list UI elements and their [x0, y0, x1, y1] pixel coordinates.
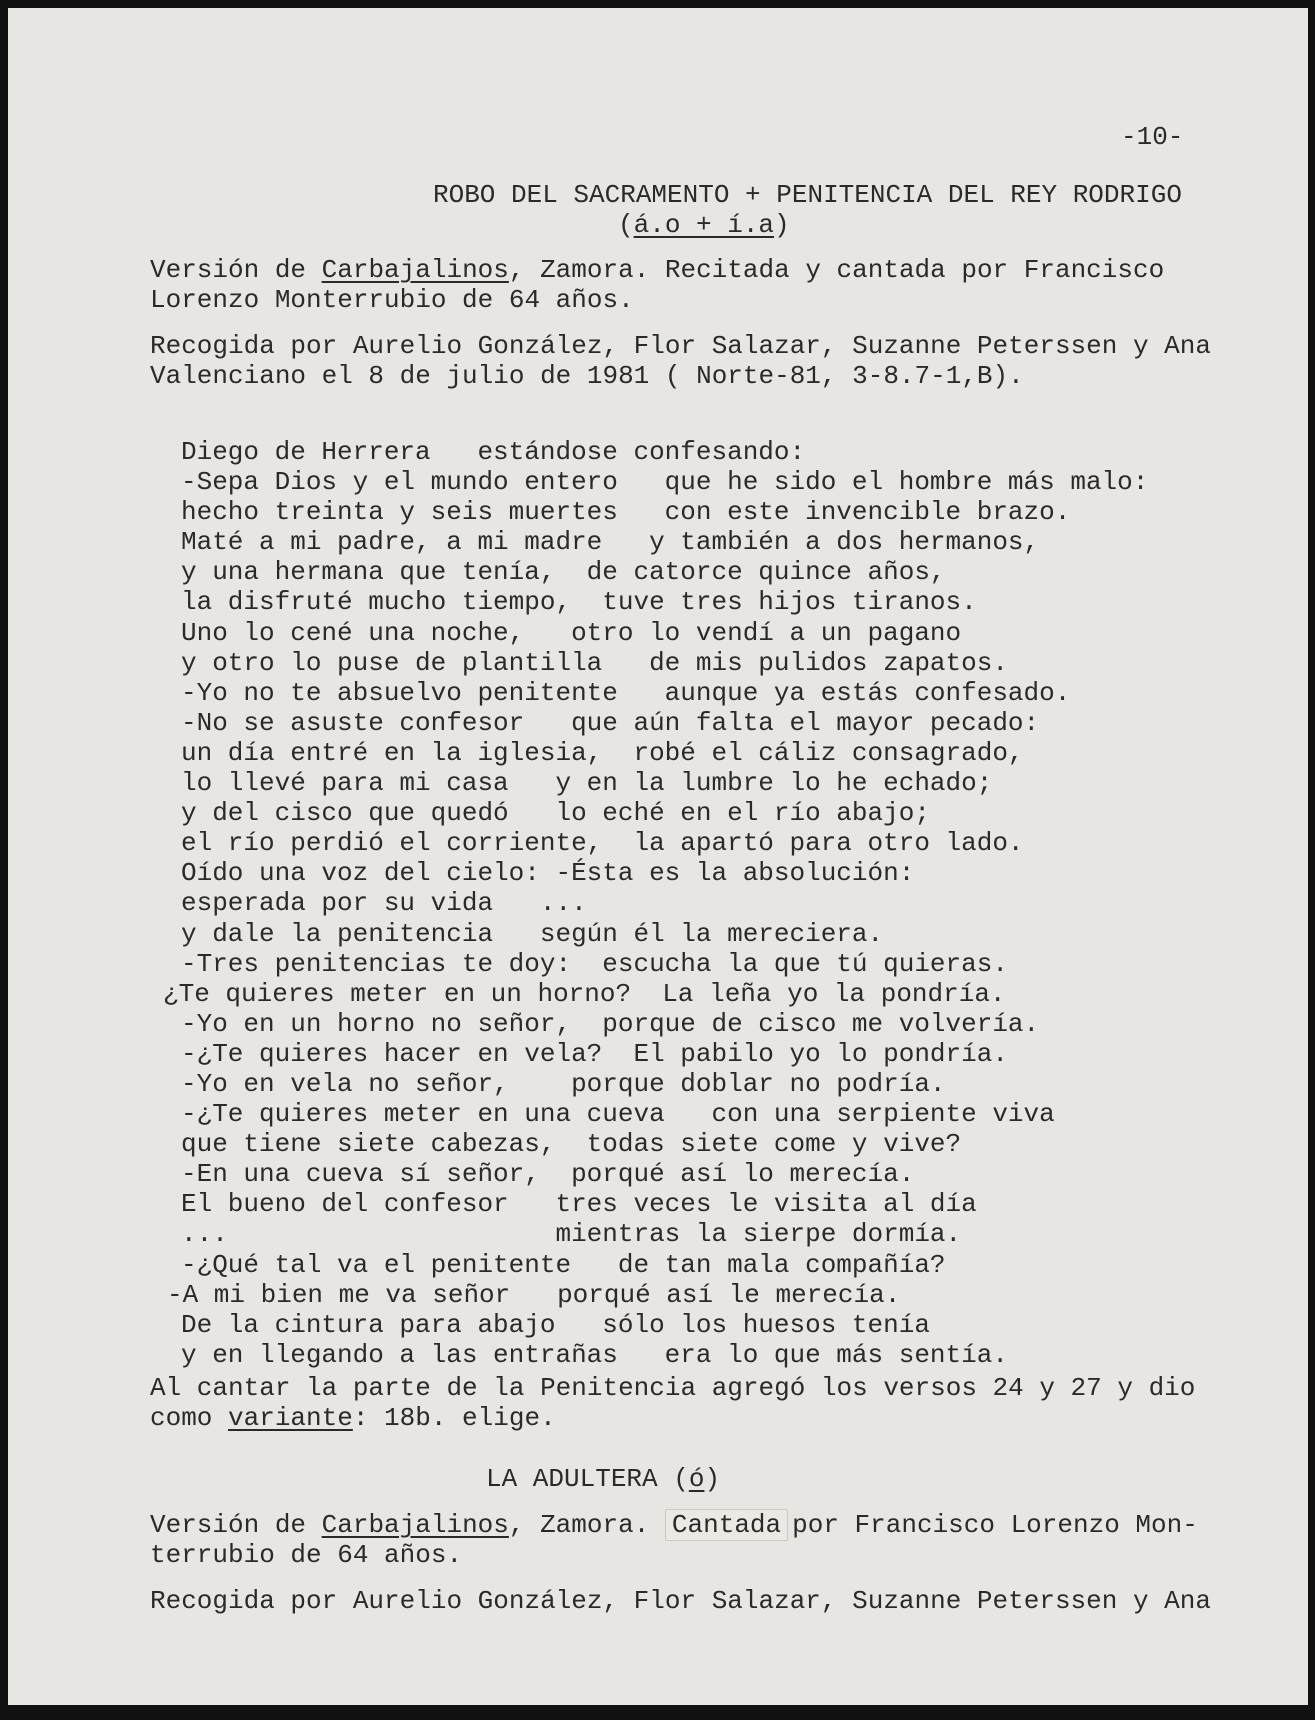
verse-line: -Yo no te absuelvo penitente aunque ya estás confesado.	[181, 677, 1071, 708]
version-suffix: por Francisco Lorenzo Mon-	[792, 1510, 1198, 1540]
verse-line: hecho treinta y seis muertes con este invencible brazo.	[181, 497, 1071, 528]
verse-line: -En una cueva sí señor, porqué así lo merecía.	[181, 1159, 915, 1190]
verse-line: -No se asuste confesor que aún falta el mayor pecado:	[181, 707, 1040, 738]
note-variant: variante	[228, 1403, 353, 1433]
section2-collected-line-1: Recogida por Aurelio González, Flor Salazar, Suzanne Peterssen y Ana	[150, 1586, 1211, 1616]
verse-line: -¿Qué tal va el penitente de tan mala compañía?	[181, 1249, 946, 1280]
verse-line: -Yo en un horno no señor, porque de cisco me volvería.	[181, 1008, 1040, 1039]
assonance-label	[618, 210, 790, 240]
note-suffix: : 18b. elige.	[352, 1403, 556, 1433]
version-line-1	[150, 255, 1164, 285]
section2-title	[486, 1464, 720, 1494]
section2-title-close: )	[704, 1464, 721, 1494]
note-prefix: como	[150, 1403, 229, 1433]
verse-line: esperada por su vida ...	[181, 888, 587, 919]
assonance: á.o + í.a	[633, 210, 775, 240]
collected-line-2: Valenciano el 8 de julio de 1981 ( Norte-81, 3-8.7-1,B).	[150, 361, 1024, 391]
verse-block	[163, 437, 1149, 1370]
verse-line: y del cisco que quedó lo eché en el río abajo;	[181, 798, 930, 829]
verse-line: la disfruté mucho tiempo, tuve tres hijos tiranos.	[181, 587, 977, 618]
verse-line: -¿Te quieres hacer en vela? El pabilo yo lo pondría.	[181, 1038, 1008, 1069]
verse-line: que tiene siete cabezas, todas siete come y vive?	[181, 1129, 962, 1160]
verse-line: ¿Te quieres meter en un horno? La leña yo la pondría.	[163, 978, 1006, 1009]
collected-line-1: Recogida por Aurelio González, Flor Salazar, Suzanne Peterssen y Ana	[150, 331, 1211, 361]
verse-line: y una hermana que tenía, de catorce quince años,	[181, 557, 946, 588]
section2-title-text: LA ADULTERA (	[486, 1464, 689, 1494]
version-prefix: Versión de	[150, 1510, 322, 1540]
version-place: Carbajalinos	[321, 1510, 509, 1540]
section-title: ROBO DEL SACRAMENTO + PENITENCIA DEL REY RODRIGO	[433, 180, 1182, 210]
paren-close: )	[774, 210, 790, 240]
verse-line: ... mientras la sierpe dormía.	[181, 1219, 962, 1250]
section2-assonance: ó	[688, 1464, 705, 1494]
version-place: Carbajalinos	[321, 255, 509, 285]
verse-line: -Tres penitencias te doy: escucha la que tú quieras.	[181, 948, 1008, 979]
version-mid: , Zamora.	[508, 1510, 650, 1540]
version-suffix: , Zamora. Recitada y cantada por Francisco	[508, 255, 1165, 285]
verse-line: -A mi bien me va señor porqué así le merecía.	[167, 1279, 901, 1310]
verse-line: lo llevé para mi casa y en la lumbre lo he echado;	[181, 768, 993, 799]
verse-line: y otro lo puse de plantilla de mis pulidos zapatos.	[181, 647, 1008, 678]
verse-line: un día entré en la iglesia, robé el cáliz consagrado,	[181, 737, 1024, 768]
version-prefix: Versión de	[150, 255, 322, 285]
verse-line: -Sepa Dios y el mundo entero que he sido el hombre más malo:	[181, 467, 1149, 498]
verse-line: y en llegando a las entrañas era lo que más sentía.	[181, 1339, 1008, 1370]
version-line-2: Lorenzo Monterrubio de 64 años.	[150, 285, 634, 315]
verse-line: Oído una voz del cielo: -Ésta es la absolución:	[181, 858, 915, 889]
note-line-2	[150, 1403, 556, 1433]
verse-line: De la cintura para abajo sólo los huesos tenía	[181, 1309, 930, 1340]
verse-line: El bueno del confesor tres veces le visita al día	[181, 1189, 977, 1220]
verse-line: Maté a mi padre, a mi madre y también a dos hermanos,	[181, 527, 1040, 558]
verse-line: y dale la penitencia según él la mereciera.	[181, 918, 884, 949]
note-line-1: Al cantar la parte de la Penitencia agregó los versos 24 y 27 y dio	[150, 1373, 1196, 1403]
verse-line: el río perdió el corriente, la apartó para otro lado.	[181, 828, 1024, 859]
verse-line: Uno lo cené una noche, otro lo vendí a un pagano	[181, 617, 962, 648]
section2-version-line-2: terrubio de 64 años.	[150, 1540, 463, 1570]
page-number: -10-	[1121, 122, 1184, 152]
verse-line: -Yo en vela no señor, porque doblar no podría.	[181, 1068, 946, 1099]
section2-version-line-1	[150, 1510, 1198, 1540]
verse-line: -¿Te quieres meter en una cueva con una serpiente viva	[181, 1099, 1055, 1130]
paren-open: (	[618, 210, 634, 240]
pasted-correction: Cantada	[665, 1509, 788, 1541]
verse-line: Diego de Herrera estándose confesando:	[181, 437, 806, 467]
